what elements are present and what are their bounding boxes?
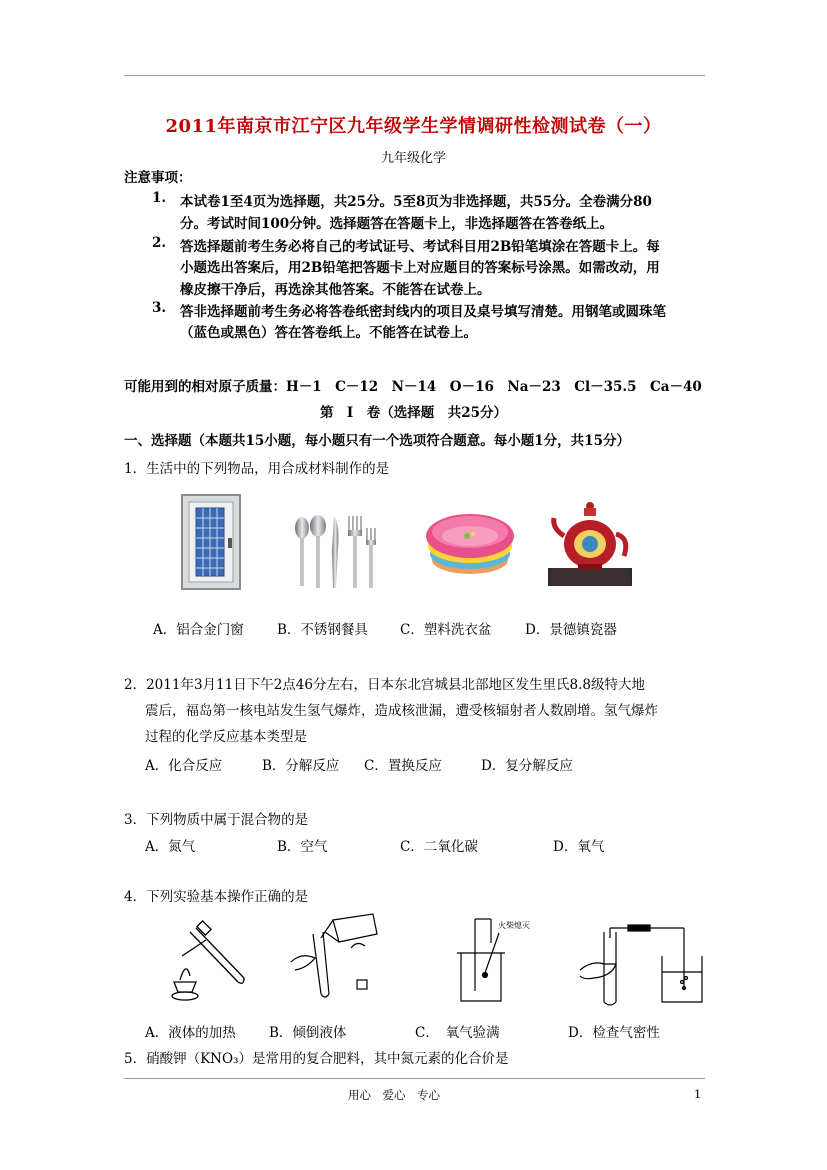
pouring-liquid-drawing (285, 910, 385, 1002)
atomic-masses: 可能用到的相对原子质量：H－1 C－12 N－14 O－16 Na－23 Cl－35.5 Ca－40 (124, 379, 702, 395)
question-1-option-b: B．不锈钢餐具 (277, 622, 368, 638)
question-2-option-a: A．化合反应 (145, 758, 223, 774)
page-number: 1 (694, 1087, 702, 1101)
footer-rule (124, 1078, 705, 1079)
match-extinguished-label: 火柴熄灭 (498, 921, 530, 930)
notice-item-1-number: 1. (152, 190, 167, 206)
question-2-line-1: 2．2011年3月11日下午2点46分左右，日本东北宫城县北部地区发生里氏8.8级特大地 (124, 677, 645, 693)
notice-item-2-line-3: 橡皮擦干净后，再选涂其他答案。不能答在试卷上。 (180, 282, 491, 298)
liquid-heating-drawing (160, 920, 250, 1002)
question-4-option-b: B．倾倒液体 (269, 1025, 347, 1041)
question-3-stem: 3．下列物质中属于混合物的是 (124, 812, 309, 828)
aluminum-door-image (181, 494, 241, 590)
question-3-option-c: C．二氧化碳 (400, 839, 478, 855)
notice-item-1-line-2: 分。考试时间100分钟。选择题答在答题卡上，非选择题答在答卷纸上。 (180, 216, 614, 232)
porcelain-teapot-image (548, 498, 632, 588)
notice-item-3-line-2: （蓝色或黑色）答在答卷纸上。不能答在试卷上。 (180, 325, 477, 341)
footer-motto: 用心 爱心 专心 (348, 1088, 440, 1102)
plastic-basin-image (425, 508, 515, 588)
airtightness-check-drawing (578, 922, 708, 1006)
question-3-option-b: B．空气 (277, 839, 328, 855)
header-rule (124, 75, 705, 76)
question-4-option-c: C． 氧气验满 (415, 1025, 500, 1041)
notice-item-3-line-1: 答非选择题前考生务必将答卷纸密封线内的项目及桌号填写清楚。用钢笔或圆珠笔 (180, 304, 666, 320)
stainless-cutlery-image (290, 514, 380, 590)
question-2-option-c: C．置换反应 (364, 758, 442, 774)
question-2-line-2: 震后，福岛第一核电站发生氢气爆炸，造成核泄漏，遭受核辐射者人数剧增。氢气爆炸 (145, 703, 658, 719)
question-2-line-3: 过程的化学反应基本类型是 (145, 729, 307, 745)
notice-heading: 注意事项： (124, 170, 192, 186)
question-1-option-a: A．铝合金门窗 (153, 622, 244, 638)
question-3-option-a: A．氮气 (145, 839, 196, 855)
question-4-option-d: D．检查气密性 (568, 1025, 660, 1041)
section-title: 第 I 卷（选择题 共25分） (319, 405, 508, 421)
question-2-option-b: B．分解反应 (262, 758, 340, 774)
question-5-stem: 5．硝酸钾（KNO₃）是常用的复合肥料，其中氮元素的化合价是 (124, 1051, 509, 1067)
notice-item-2-line-1: 答选择题前考生务必将自己的考试证号、考试科目用2B铅笔填涂在答题卡上。每 (180, 239, 660, 255)
part-heading: 一、选择题（本题共15小题，每小题只有一个选项符合题意。每小题1分，共15分） (124, 433, 630, 449)
question-1-option-d: D．景德镇瓷器 (525, 622, 617, 638)
question-2-option-d: D．复分解反应 (481, 758, 573, 774)
question-3-option-d: D．氧气 (553, 839, 605, 855)
notice-item-2-number: 2. (152, 235, 167, 251)
question-4-option-a: A．液体的加热 (145, 1025, 236, 1041)
notice-item-3-number: 3. (152, 300, 167, 316)
notice-item-1-line-1: 本试卷1至4页为选择题，共25分。5至8页为非选择题，共55分。全卷满分80 (180, 194, 652, 210)
question-1-option-c: C．塑料洗衣盆 (400, 622, 492, 638)
page-title: 2011年南京市江宁区九年级学生学情调研性检测试卷（一） (165, 116, 662, 137)
notice-item-2-line-2: 小题选出答案后，用2B铅笔把答题卡上对应题目的答案标号涂黑。如需改动，用 (180, 260, 660, 276)
page-subtitle: 九年级化学 (380, 151, 446, 166)
question-4-stem: 4．下列实验基本操作正确的是 (124, 889, 309, 905)
question-1-stem: 1．生活中的下列物品，用合成材料制作的是 (124, 461, 390, 477)
